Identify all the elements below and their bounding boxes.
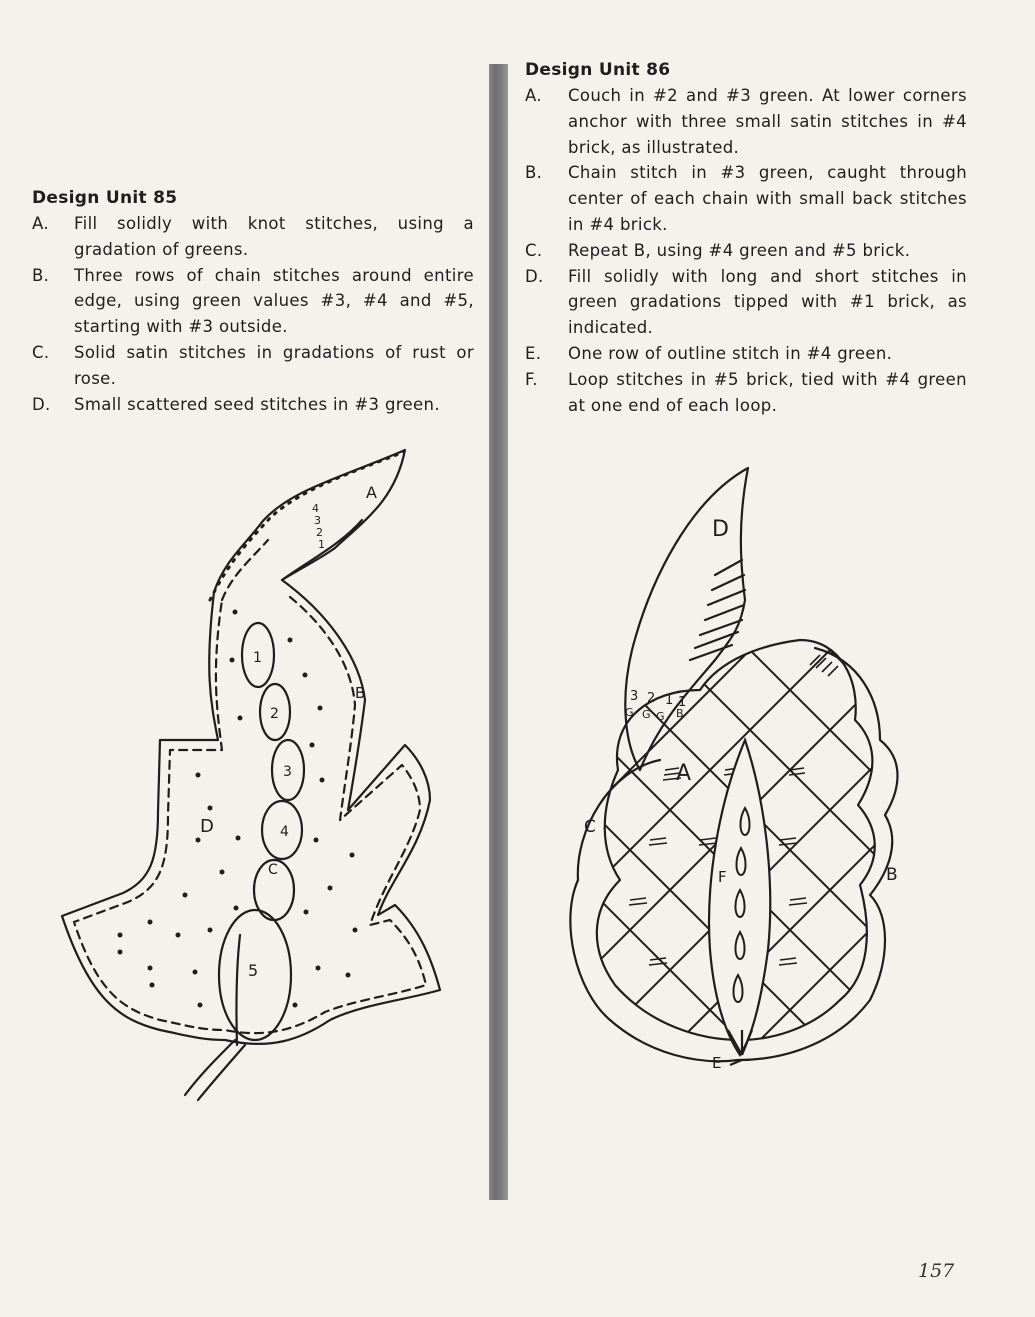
item-text: Loop stitches in #5 brick, tied with #4 green at one end of each loop. bbox=[568, 369, 967, 415]
label-gradation: 2 bbox=[316, 526, 323, 539]
item-letter: C. bbox=[32, 342, 50, 362]
item-text: Fill solidly with long and short stitches in green gradations tipped with #1 brick, as indicated. bbox=[568, 266, 967, 338]
item-text: Solid satin stitches in gradations of rust or rose. bbox=[74, 342, 474, 388]
item-letter: A. bbox=[525, 86, 542, 105]
label-brick: B bbox=[676, 707, 684, 720]
label-b: B bbox=[355, 684, 366, 702]
d-leaf-outline bbox=[625, 468, 748, 770]
label-green: G bbox=[656, 710, 665, 723]
item-text: Couch in #2 and #3 green. At lower corners anchor with three small satin stitches in #4 brick, as illustrated. bbox=[568, 86, 967, 157]
item-text: Three rows of chain stitches around entire edge, using green values #3, #4 and #5, starting with #3 outside. bbox=[74, 265, 474, 337]
item-text: One row of outline stitch in #4 green. bbox=[568, 343, 893, 363]
label-oval-3: 3 bbox=[283, 764, 292, 780]
label-gradation: 4 bbox=[312, 502, 319, 515]
label-b: B bbox=[886, 865, 898, 885]
item-letter: A. bbox=[32, 214, 49, 233]
label-d: D bbox=[200, 816, 214, 837]
label-gradation: 3 bbox=[630, 689, 639, 704]
label-gradation: 1 bbox=[678, 695, 687, 710]
label-gradation: 1 bbox=[318, 538, 325, 551]
item-letter: E. bbox=[525, 343, 542, 363]
label-c: C bbox=[268, 862, 278, 878]
item-letter: D. bbox=[32, 394, 51, 414]
item-text: Repeat B, using #4 green and #5 brick. bbox=[568, 240, 911, 260]
center-leaf-f bbox=[709, 740, 770, 1065]
label-e: E bbox=[712, 1054, 722, 1072]
label-green: G bbox=[625, 706, 634, 719]
label-oval-5: 5 bbox=[248, 961, 259, 980]
item-letter: F. bbox=[525, 369, 538, 389]
item-text: Fill solidly with knot stitches, using a gradation of greens. bbox=[74, 214, 474, 259]
label-oval-2: 2 bbox=[270, 706, 279, 722]
unit-86-title: Design Unit 86 bbox=[525, 60, 671, 80]
label-gradation: 3 bbox=[314, 514, 321, 527]
item-text: Chain stitch in #3 green, caught through center of each chain with small back stitches in #4 brick. bbox=[568, 163, 967, 234]
label-oval-4: 4 bbox=[280, 824, 289, 840]
page-number: 157 bbox=[918, 1260, 955, 1282]
item-letter: B. bbox=[525, 163, 543, 183]
item-letter: C. bbox=[525, 240, 543, 260]
label-d: D bbox=[712, 517, 729, 542]
item-text: Small scattered seed stitches in #3 green. bbox=[74, 394, 440, 414]
label-oval-1: 1 bbox=[253, 650, 262, 666]
unit-85-title: Design Unit 85 bbox=[32, 188, 178, 208]
item-letter: D. bbox=[525, 266, 544, 286]
label-gradation: 2 bbox=[647, 691, 656, 706]
label-f: F bbox=[718, 868, 727, 886]
label-green: G bbox=[642, 708, 651, 721]
label-a: A bbox=[676, 761, 692, 786]
label-c: C bbox=[584, 817, 596, 837]
item-letter: B. bbox=[32, 265, 50, 285]
label-gradation: 1 bbox=[665, 693, 674, 708]
label-a: A bbox=[366, 483, 377, 502]
